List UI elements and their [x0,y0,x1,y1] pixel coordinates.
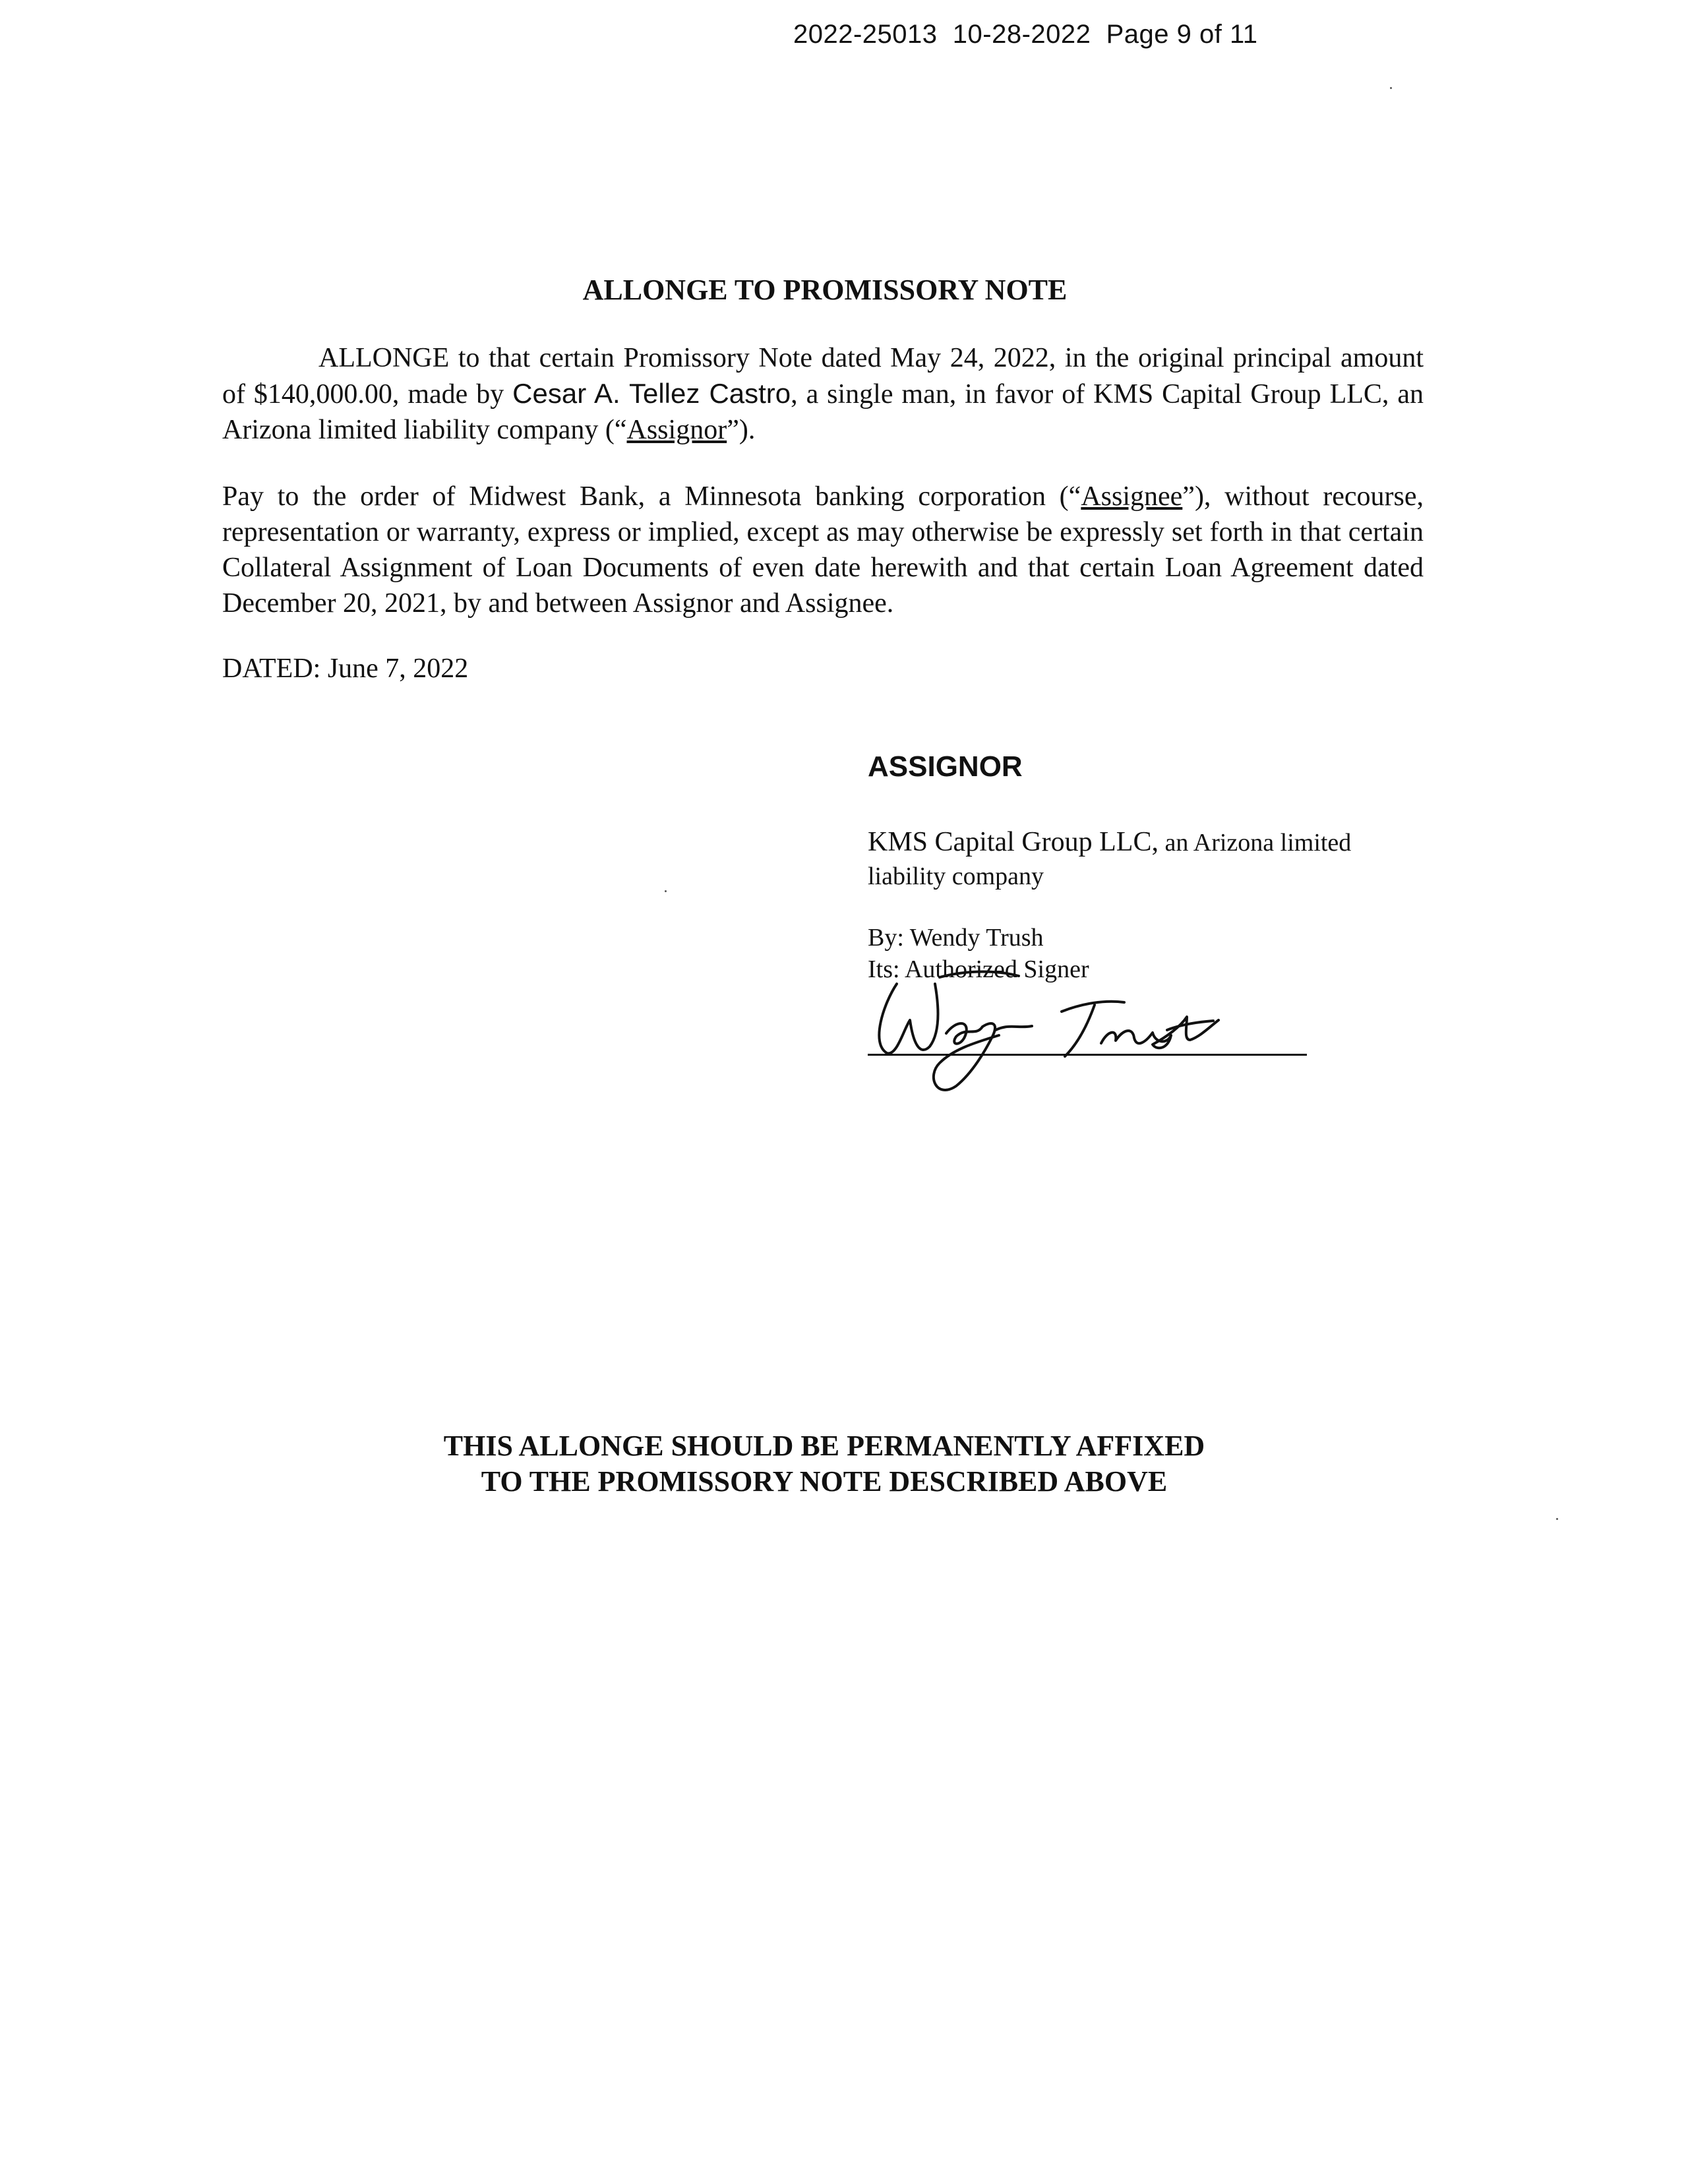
assignee-defined-term: Assignee [1081,481,1183,512]
company-name: KMS Capital Group LLC, [868,827,1159,857]
signer-name: By: Wendy Trush [868,924,1044,952]
notice-line-2: TO THE PROMISSORY NOTE DESCRIBED ABOVE [481,1465,1168,1498]
paragraph-text: Pay to the order of Midwest Bank, a Minnesota banking corporation (“ [222,481,1081,512]
signature-line [868,1054,1307,1056]
recording-stamp: 2022-25013 10-28-2022 Page 9 of 11 [793,20,1258,49]
signer-title: Its: Authorized Signer [868,956,1089,983]
scan-speck [665,890,667,892]
dated-line: DATED: June 7, 2022 [222,653,469,684]
maker-name: Cesar A. Tellez Castro [512,378,791,409]
scan-speck [1556,1518,1558,1520]
assignor-defined-term: Assignor [626,415,727,445]
handwritten-signature [857,957,1226,1103]
allonge-paragraph [222,340,1424,448]
assignor-heading: ASSIGNOR [868,750,1023,783]
company-description: an Arizona limited liability company [868,829,1352,890]
paragraph-text: , a single man, in favor of KMS Capital Group LLC, an Arizona limited liability company (“ [222,379,1424,445]
notice-line-1: THIS ALLONGE SHOULD BE PERMANENTLY AFFIXED [443,1430,1205,1462]
assignor-company [868,826,1435,893]
scan-speck [1390,87,1392,89]
paragraph-text: ”), without recourse, representation or warranty, express or implied, except as may otherwise be expressly set forth in that certain Collateral Assignment of Loan Documents of even date herewith and that certain Loan Agreement dated December 20, 2021, by and between Assignor and Assignee. [222,481,1424,619]
paragraph-text: ALLONGE to that certain Promissory Note dated May 24, 2022, in the original principal amount of $140,000.00, made by [222,343,1424,410]
paragraph-text: ”). [727,415,756,445]
affixation-notice [0,1428,1648,1500]
document-title: ALLONGE TO PROMISSORY NOTE [582,274,1068,306]
pay-to-order-paragraph [222,479,1424,621]
